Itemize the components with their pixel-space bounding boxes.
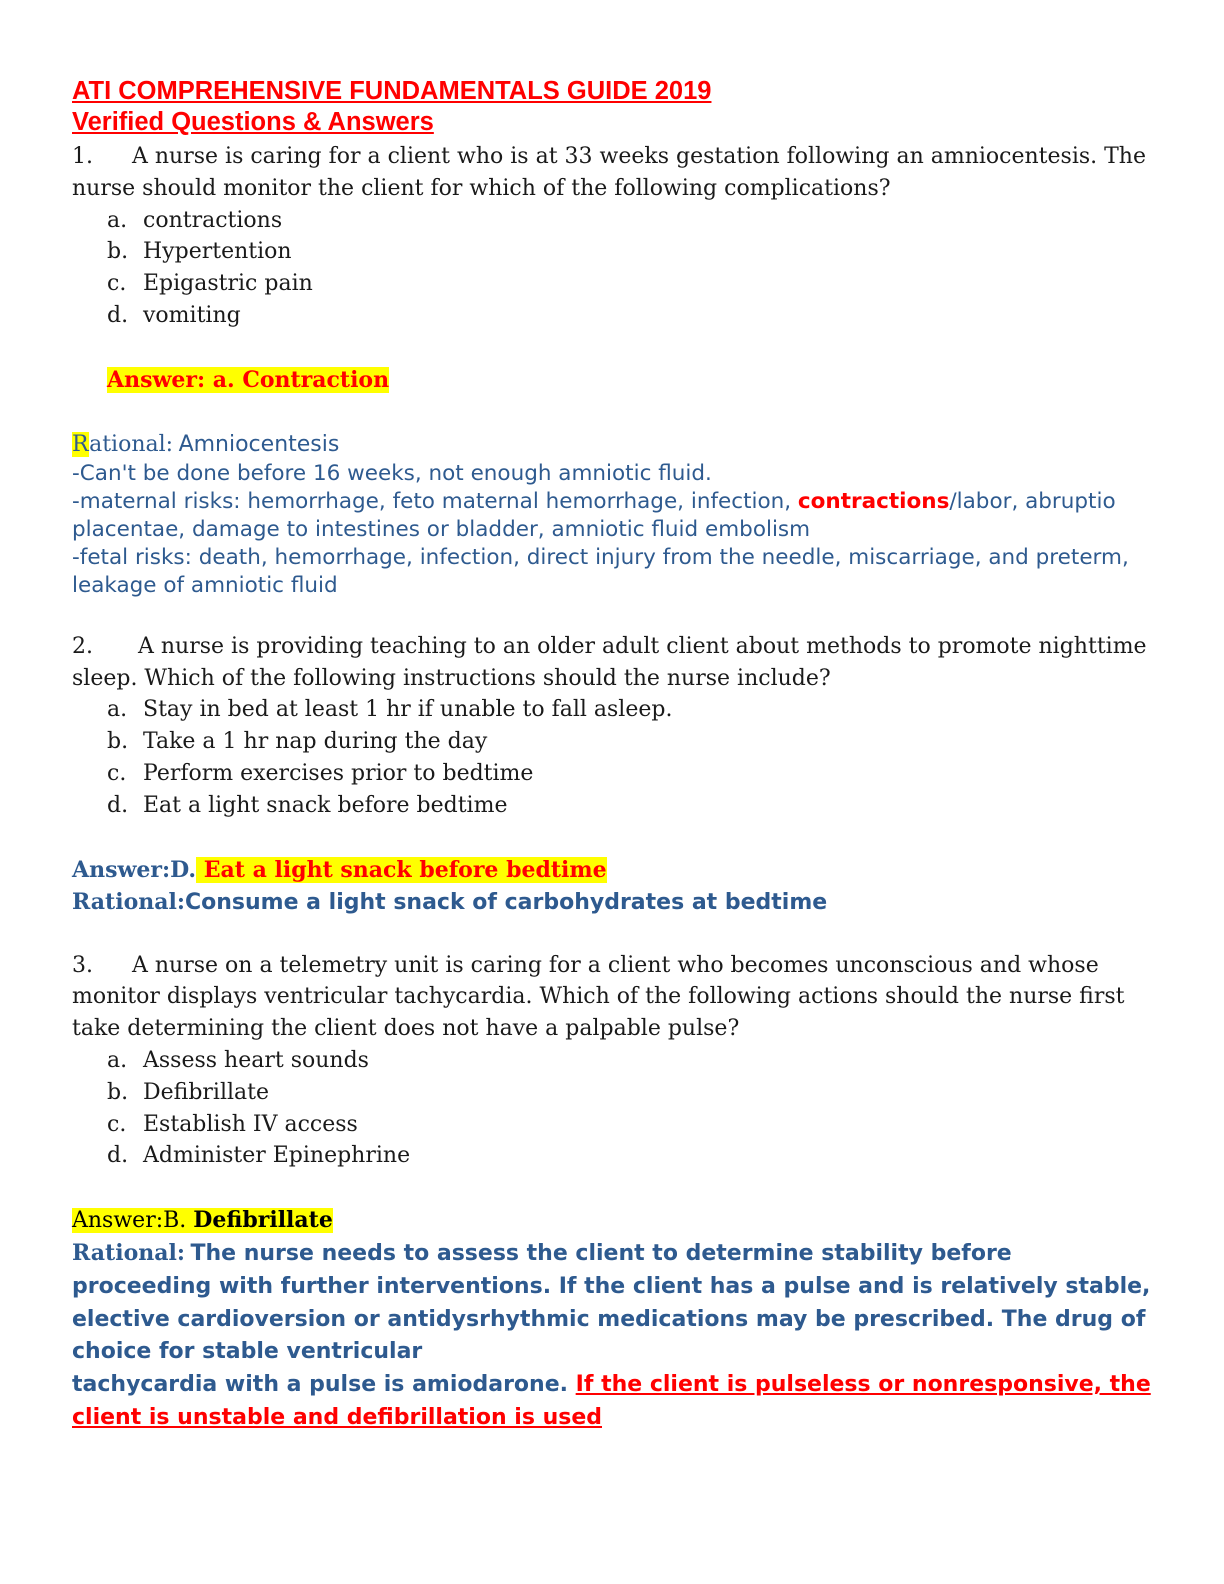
question-2-answer <box>72 854 1162 886</box>
option-text: Eat a light snack before bedtime <box>143 792 508 818</box>
option-item <box>107 1077 1162 1109</box>
question-2-text <box>72 631 1162 695</box>
question-1-text <box>72 141 1162 205</box>
question-1-number: 1. <box>72 144 93 169</box>
document-subtitle: Verified Questions & Answers <box>72 108 434 136</box>
answer-highlight: Answer: a. Contraction <box>107 366 390 393</box>
rational-text: Consume a light snack of carbohydrates at bedtime <box>184 889 828 915</box>
option-text: Assess heart sounds <box>143 1047 369 1073</box>
question-3-text <box>72 950 1162 1045</box>
answer-text: Defibrillate <box>193 1207 333 1234</box>
option-letter: c. <box>107 760 127 786</box>
rational-emphasis: If the client is pulseless or nonresponsive, the client is unstable and defibrillation is used <box>72 1371 1151 1430</box>
option-text: Establish IV access <box>143 1111 358 1137</box>
document-title: ATI COMPREHENSIVE FUNDAMENTALS GUIDE 2019 <box>72 77 712 105</box>
option-letter: a. <box>107 1047 128 1073</box>
option-letter: b. <box>107 239 129 265</box>
question-1-options <box>72 205 1162 332</box>
rational-text: /labor, abruptio placentae, damage to intestines or bladder, amniotic fluid embolism <box>72 488 1116 542</box>
question-2-number: 2. <box>72 633 93 659</box>
rational-line-1: -Can't be done before 16 weeks, not enough amniotic fluid. <box>72 460 712 486</box>
rational-label: ational: <box>89 431 174 457</box>
rational-line-2 <box>72 488 1162 544</box>
option-item <box>107 726 1162 758</box>
option-item <box>107 1045 1162 1077</box>
answer-label: Answer:B. <box>72 1208 187 1234</box>
option-text: Administer Epinephrine <box>143 1143 411 1169</box>
answer-highlight <box>72 1208 333 1233</box>
question-3-answer <box>72 1204 1162 1237</box>
rational-text: The nurse needs to assess the client to determine stability before proceeding with further interventions. If the client has a pulse and is relatively stable, elective cardioversion or antidysrhythmic medications may be prescribed. The drug of choice for stable ventricular <box>72 1241 1151 1365</box>
option-letter: a. <box>107 697 128 723</box>
rational-emphasis: contractions <box>797 488 950 514</box>
question-2-options <box>72 694 1162 821</box>
document-page <box>72 76 1162 1433</box>
option-item <box>107 758 1162 790</box>
option-text: Hypertention <box>143 239 292 265</box>
option-letter: d. <box>107 1143 129 1169</box>
rational-topic: Amniocentesis <box>178 431 340 457</box>
rational-label: Rational: <box>72 1240 185 1267</box>
option-item <box>107 790 1162 822</box>
question-2 <box>72 631 1162 919</box>
option-item <box>107 1140 1162 1172</box>
answer-label: Answer:D. <box>72 856 197 883</box>
rational-text: tachycardia with a pulse is amiodarone. <box>72 1371 576 1397</box>
question-1 <box>72 141 1162 600</box>
option-item <box>107 694 1162 726</box>
option-letter: d. <box>107 792 129 818</box>
rational-label: Rational: <box>72 888 185 915</box>
question-3-number: 3. <box>72 952 93 978</box>
question-3-rational <box>72 1237 1152 1433</box>
question-1-answer <box>72 365 1162 396</box>
option-text: Epigastric pain <box>143 271 313 297</box>
question-2-stem: A nurse is providing teaching to an older adult client about methods to promote nighttime sleep. Which of the following instructions should the nurse include? <box>72 633 1147 691</box>
question-2-rational <box>72 886 1162 919</box>
option-letter: c. <box>107 1111 127 1137</box>
option-item <box>107 236 1162 268</box>
option-text: Defibrillate <box>143 1079 270 1105</box>
option-letter: d. <box>107 302 129 328</box>
option-letter: a. <box>107 207 128 233</box>
option-text: vomiting <box>143 302 241 328</box>
question-3-options <box>72 1045 1162 1172</box>
option-item <box>107 268 1162 300</box>
question-3-stem: A nurse on a telemetry unit is caring for a client who becomes unconscious and whose monitor displays ventricular tachycardia. Which of the following actions should the nurse first take determining the client does not have a palpable pulse? <box>72 952 1125 1042</box>
option-letter: b. <box>107 729 129 755</box>
question-3 <box>72 950 1162 1434</box>
option-text: Take a 1 hr nap during the day <box>143 729 488 755</box>
rational-first-letter: R <box>72 431 90 457</box>
option-item <box>107 1109 1162 1141</box>
rational-text: -maternal risks: hemorrhage, feto maternal hemorrhage, infection, <box>72 488 798 514</box>
rational-heading <box>72 429 1162 460</box>
option-text: contractions <box>143 207 283 233</box>
option-item <box>107 300 1162 332</box>
option-text: Stay in bed at least 1 hr if unable to fall asleep. <box>143 697 673 723</box>
option-letter: c. <box>107 271 127 297</box>
option-text: Perform exercises prior to bedtime <box>143 760 534 786</box>
question-1-stem: A nurse is caring for a client who is at 33 weeks gestation following an amniocentesis. The nurse should monitor the client for which of the following complications? <box>72 144 1146 201</box>
option-item <box>107 205 1162 237</box>
rational-line-3: -fetal risks: death, hemorrhage, infection, direct injury from the needle, miscarriage, and preterm, leakage of amniotic fluid <box>72 544 1129 598</box>
option-letter: b. <box>107 1079 129 1105</box>
answer-highlight: Eat a light snack before bedtime <box>196 856 607 883</box>
question-1-rational <box>72 429 1162 600</box>
